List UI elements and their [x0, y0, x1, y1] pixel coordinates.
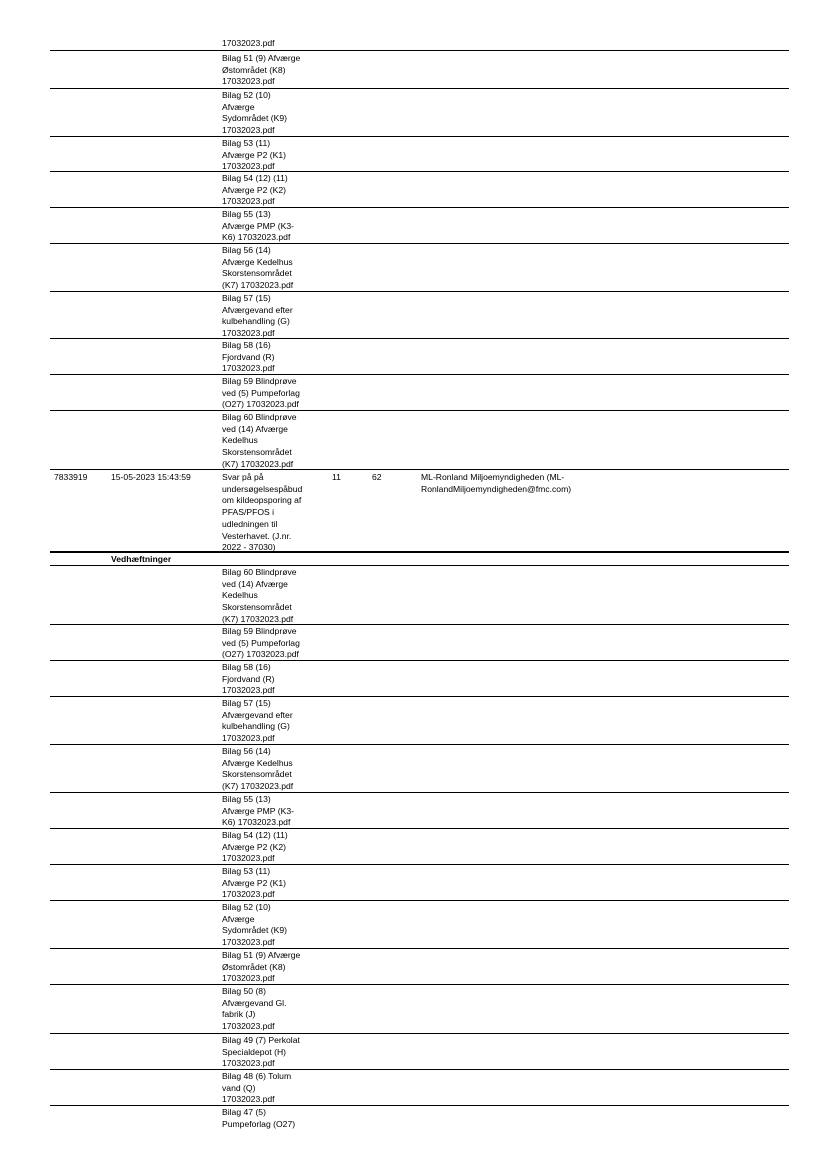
- row-divider: [50, 338, 789, 339]
- row-divider: [50, 243, 789, 244]
- row-divider: [50, 50, 789, 51]
- attachment-name: Bilag 58 (16) Fjordvand (R) 17032023.pdf: [222, 340, 275, 374]
- row-divider: [50, 565, 789, 566]
- row-divider: [50, 136, 789, 137]
- row-divider: [50, 88, 789, 89]
- attachment-name: Bilag 59 Blindprøve ved (5) Pumpeforlag (O27) 17032023.pdf: [222, 376, 300, 410]
- row-divider: [50, 1105, 789, 1106]
- attachment-name: Bilag 55 (13) Afværge PMP (K3- K6) 17032023.pdf: [222, 209, 294, 243]
- record-number-2: 62: [372, 472, 382, 482]
- record-id: 7833919: [54, 472, 88, 482]
- attachment-name: Bilag 52 (10) Afværge Sydområdet (K9) 17032023.pdf: [222, 902, 287, 948]
- record-number-1: 11: [332, 472, 341, 482]
- section-title: Vedhæftninger: [111, 554, 172, 564]
- record-datetime: 15-05-2023 15:43:59: [111, 472, 191, 482]
- row-divider: [50, 744, 789, 745]
- row-divider: [50, 207, 789, 208]
- attachment-name: Bilag 48 (6) Tolum vand (Q) 17032023.pdf: [222, 1071, 292, 1105]
- attachment-name: Bilag 54 (12) (11) Afværge P2 (K2) 17032023.pdf: [222, 830, 288, 864]
- row-divider: [50, 792, 789, 793]
- row-divider: [50, 624, 789, 625]
- attachment-name: Bilag 50 (8) Afværgevand Gl. fabrik (J) 17032023.pdf: [222, 986, 287, 1032]
- attachment-name: Bilag 54 (12) (11) Afværge P2 (K2) 17032023.pdf: [222, 173, 288, 207]
- row-divider: [50, 948, 789, 949]
- attachment-name: Bilag 53 (11) Afværge P2 (K1) 17032023.pdf: [222, 138, 286, 172]
- row-divider: [50, 1069, 789, 1070]
- record-divider: [50, 551, 789, 553]
- record-title: Svar på på undersøgelsespåbud om kildeopsporing af PFAS/PFOS i udledningen til Vesterhavet. (J.nr. 2022 - 37030): [222, 472, 303, 553]
- attachment-name: Bilag 47 (5) Pumpeforlag (O27): [222, 1107, 296, 1129]
- attachment-name: Bilag 53 (11) Afværge P2 (K1) 17032023.pdf: [222, 866, 286, 900]
- attachment-name: Bilag 52 (10) Afværge Sydområdet (K9) 17032023.pdf: [222, 90, 287, 136]
- attachment-name: Bilag 51 (9) Afværge Østområdet (K8) 17032023.pdf: [222, 950, 301, 984]
- attachment-name: Bilag 58 (16) Fjordvand (R) 17032023.pdf: [222, 662, 275, 696]
- attachment-name: 17032023.pdf: [222, 38, 275, 48]
- row-divider: [50, 696, 789, 697]
- attachment-name: Bilag 51 (9) Afværge Østområdet (K8) 17032023.pdf: [222, 53, 301, 87]
- attachment-name: Bilag 57 (15) Afværgevand efter kulbehandling (G) 17032023.pdf: [222, 698, 293, 744]
- row-divider: [50, 410, 789, 411]
- row-divider: [50, 900, 789, 901]
- record-sender: ML-Ronland Miljoemyndigheden (ML- RonlandMiljoemyndigheden@fmc.com): [421, 472, 572, 494]
- row-divider: [50, 660, 789, 661]
- attachment-name: Bilag 59 Blindprøve ved (5) Pumpeforlag (O27) 17032023.pdf: [222, 626, 300, 660]
- attachment-name: Bilag 49 (7) Perkolat Specialdepot (H) 17032023.pdf: [222, 1035, 300, 1069]
- row-divider: [50, 1033, 789, 1034]
- row-divider: [50, 171, 789, 172]
- attachment-name: Bilag 60 Blindprøve ved (14) Afværge Kedelhus Skorstensområdet (K7) 17032023.pdf: [222, 567, 297, 624]
- row-divider: [50, 828, 789, 829]
- attachment-name: Bilag 57 (15) Afværgevand efter kulbehandling (G) 17032023.pdf: [222, 293, 293, 339]
- attachment-name: Bilag 60 Blindprøve ved (14) Afværge Kedelhus Skorstensområdet (K7) 17032023.pdf: [222, 412, 297, 469]
- attachment-name: Bilag 56 (14) Afværge Kedelhus Skorstensområdet (K7) 17032023.pdf: [222, 746, 294, 792]
- attachment-name: Bilag 55 (13) Afværge PMP (K3- K6) 17032023.pdf: [222, 794, 294, 828]
- row-divider: [50, 374, 789, 375]
- attachment-name: Bilag 56 (14) Afværge Kedelhus Skorstensområdet (K7) 17032023.pdf: [222, 245, 294, 291]
- row-divider: [50, 864, 789, 865]
- row-divider: [50, 469, 789, 470]
- row-divider: [50, 291, 789, 292]
- row-divider: [50, 984, 789, 985]
